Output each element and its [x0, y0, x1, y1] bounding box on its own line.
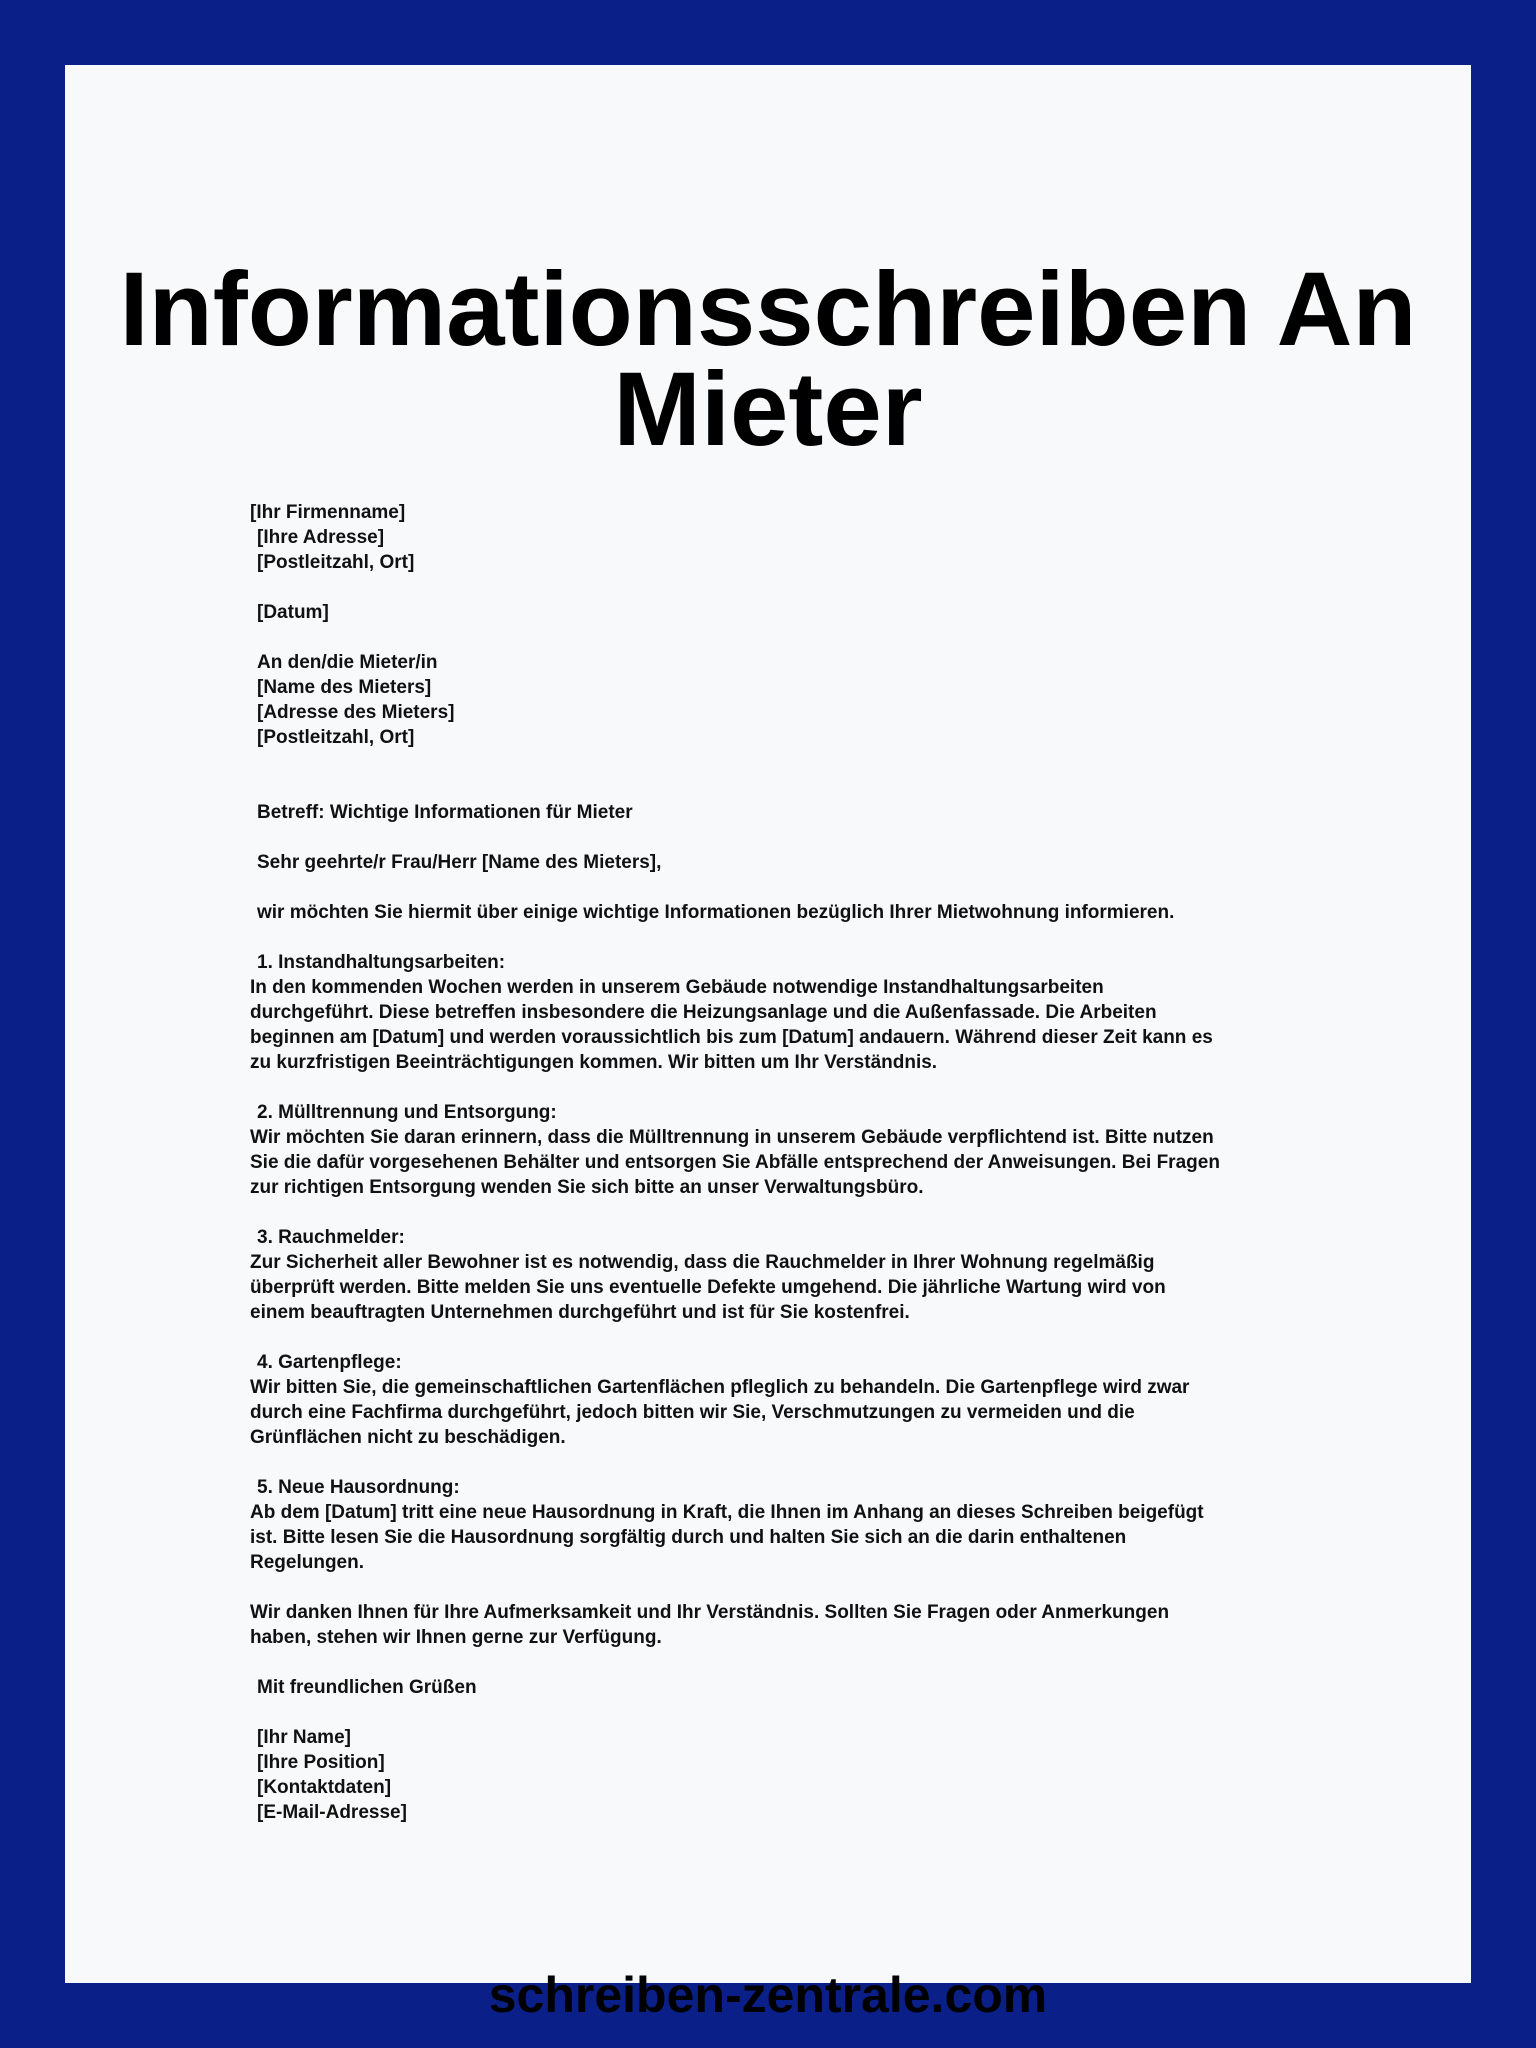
signature-position: [Ihre Position] [257, 1752, 385, 1773]
section-line: Regelungen. [250, 1552, 365, 1573]
section-line: Ab dem [Datum] tritt eine neue Hausordnung in Kraft, die Ihnen im Anhang an dieses Schreiben beigefügt [250, 1502, 1204, 1523]
section-line: ist. Bitte lesen Sie die Hausordnung sorgfältig durch und halten Sie sich an die darin enthaltenen [250, 1527, 1127, 1548]
section-heading: 4. Gartenpflege: [257, 1352, 402, 1373]
section-1 [250, 950, 1350, 1075]
section-line: durchgeführt. Diese betreffen insbesondere die Heizungsanlage und die Außenfassade. Die Arbeiten [250, 1002, 1157, 1023]
section-line: In den kommenden Wochen werden in unserem Gebäude notwendige Instandhaltungsarbeiten [250, 977, 1104, 998]
section-line: zu kurzfristigen Beeinträchtigungen kommen. Wir bitten um Ihr Verständnis. [250, 1052, 938, 1073]
section-heading: 1. Instandhaltungsarbeiten: [257, 952, 506, 973]
letter-intro: wir möchten Sie hiermit über einige wichtige Informationen bezüglich Ihrer Mietwohnung informieren. [257, 902, 1175, 923]
page-title: Informationsschreiben An Mieter [119, 251, 1417, 468]
letter-date: [Datum] [257, 602, 329, 623]
site-footer: schreiben-zentrale.com [488, 1967, 1048, 2023]
letter-body [250, 500, 1350, 1825]
recipient-address: [Adresse des Mieters] [257, 702, 455, 723]
recipient-salutation-line: An den/die Mieter/in [257, 652, 438, 673]
closing-line: haben, stehen wir Ihnen gerne zur Verfügung. [250, 1627, 662, 1648]
letter-subject: Betreff: Wichtige Informationen für Mieter [257, 802, 633, 823]
section-4 [250, 1350, 1350, 1450]
section-line: durch eine Fachfirma durchgeführt, jedoch bitten wir Sie, Verschmutzungen zu vermeiden und die [250, 1402, 1135, 1423]
section-heading: 5. Neue Hausordnung: [257, 1477, 460, 1498]
letter-page [65, 65, 1471, 2023]
signature-contact: [Kontaktdaten] [257, 1777, 392, 1798]
section-line: beginnen am [Datum] und werden voraussichtlich bis zum [Datum] andauern. Während dieser Zeit kann es [250, 1027, 1213, 1048]
section-5 [250, 1475, 1350, 1575]
section-2 [250, 1100, 1350, 1200]
section-line: Sie die dafür vorgesehenen Behälter und entsorgen Sie Abfälle entsprechend der Anweisungen. Bei Fragen [250, 1152, 1220, 1173]
section-line: überprüft werden. Bitte melden Sie uns eventuelle Defekte umgehend. Die jährliche Wartung wird von [250, 1277, 1166, 1298]
section-3 [250, 1225, 1350, 1325]
letter-regards: Mit freundlichen Grüßen [257, 1677, 477, 1698]
section-heading: 3. Rauchmelder: [257, 1227, 405, 1248]
section-line: Grünflächen nicht zu beschädigen. [250, 1427, 566, 1448]
recipient-name: [Name des Mieters] [257, 677, 432, 698]
signature-email: [E-Mail-Adresse] [257, 1802, 407, 1823]
sender-company: [Ihr Firmenname] [250, 502, 406, 523]
closing-line: Wir danken Ihnen für Ihre Aufmerksamkeit und Ihr Verständnis. Sollten Sie Fragen oder Anmerkungen [250, 1602, 1170, 1623]
section-heading: 2. Mülltrennung und Entsorgung: [257, 1102, 557, 1123]
section-line: Wir bitten Sie, die gemeinschaftlichen Gartenflächen pfleglich zu behandeln. Die Gartenpflege wird zwar [250, 1377, 1190, 1398]
signature-name: [Ihr Name] [257, 1727, 351, 1748]
section-line: zur richtigen Entsorgung wenden Sie sich bitte an unser Verwaltungsbüro. [250, 1177, 924, 1198]
sender-zip-city: [Postleitzahl, Ort] [257, 552, 415, 573]
letter-greeting: Sehr geehrte/r Frau/Herr [Name des Mieters], [257, 852, 662, 873]
sender-address: [Ihre Adresse] [257, 527, 385, 548]
section-line: Wir möchten Sie daran erinnern, dass die Mülltrennung in unserem Gebäude verpflichtend ist. Bitte nutzen [250, 1127, 1214, 1148]
section-line: Zur Sicherheit aller Bewohner ist es notwendig, dass die Rauchmelder in Ihrer Wohnung regelmäßig [250, 1252, 1155, 1273]
recipient-zip-city: [Postleitzahl, Ort] [257, 727, 415, 748]
section-line: einem beauftragten Unternehmen durchgeführt und ist für Sie kostenfrei. [250, 1302, 910, 1323]
